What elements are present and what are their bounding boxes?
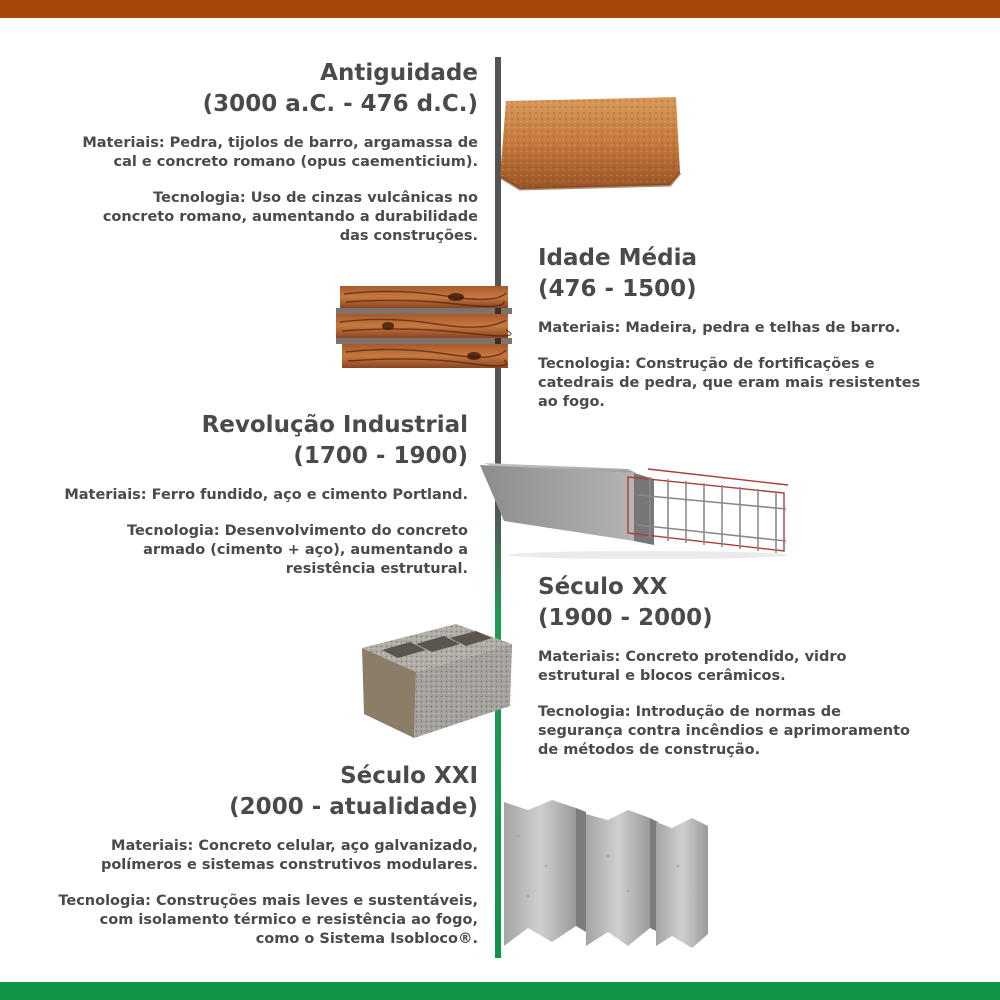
wood-planks-image [336, 284, 512, 370]
period-materials: Materiais: Madeira, pedra e telhas de barro. [538, 320, 901, 336]
clay-brick-image [498, 93, 682, 193]
period-antiguidade [18, 58, 478, 246]
period-title: Revolução Industrial [201, 412, 468, 438]
period-title: Século XX [538, 574, 668, 600]
period-technology: Tecnologia: Desenvolvimento do concreto armado (cimento + aço), aumentando a resistência estrutural. [126, 523, 468, 577]
period-range: (1900 - 2000) [538, 605, 713, 631]
period-idade-media [538, 243, 978, 412]
period-range: (476 - 1500) [538, 276, 697, 302]
reinforced-concrete-image [478, 455, 794, 559]
bottom-color-bar [0, 982, 1000, 1000]
period-materials: Materiais: Pedra, tijolos de barro, argamassa de cal e concreto romano (opus caementicium). [82, 135, 478, 170]
period-materials: Materiais: Concreto protendido, vidro estrutural e blocos cerâmicos. [538, 649, 847, 684]
hollow-block-image [360, 620, 516, 742]
top-color-bar [0, 0, 1000, 18]
period-seculo-xx [538, 572, 978, 760]
period-technology: Tecnologia: Introdução de normas de segurança contra incêndios e aprimoramento de métodos de construção. [538, 704, 911, 758]
period-revolucao-industrial [8, 410, 468, 579]
isobloco-panels-image [498, 796, 714, 952]
period-materials: Materiais: Ferro fundido, aço e cimento Portland. [64, 487, 468, 503]
period-title: Idade Média [538, 245, 697, 271]
period-technology: Tecnologia: Construção de fortificações e catedrais de pedra, que eram mais resistentes ao fogo. [538, 356, 921, 410]
period-title: Antiguidade [320, 60, 478, 86]
period-range: (1700 - 1900) [293, 443, 468, 469]
period-range: (3000 a.C. - 476 d.C.) [202, 91, 478, 117]
period-technology: Tecnologia: Construções mais leves e sustentáveis, com isolamento térmico e resistência ao fogo, como o Sistema Isobloco®. [58, 893, 478, 947]
period-title: Século XXI [340, 763, 478, 789]
period-seculo-xxi [8, 761, 478, 949]
period-technology: Tecnologia: Uso de cinzas vulcânicas no concreto romano, aumentando a durabilidade das construções. [102, 190, 478, 244]
period-range: (2000 - atualidade) [229, 794, 478, 820]
period-materials: Materiais: Concreto celular, aço galvanizado, polímeros e sistemas construtivos modulares. [100, 838, 478, 873]
